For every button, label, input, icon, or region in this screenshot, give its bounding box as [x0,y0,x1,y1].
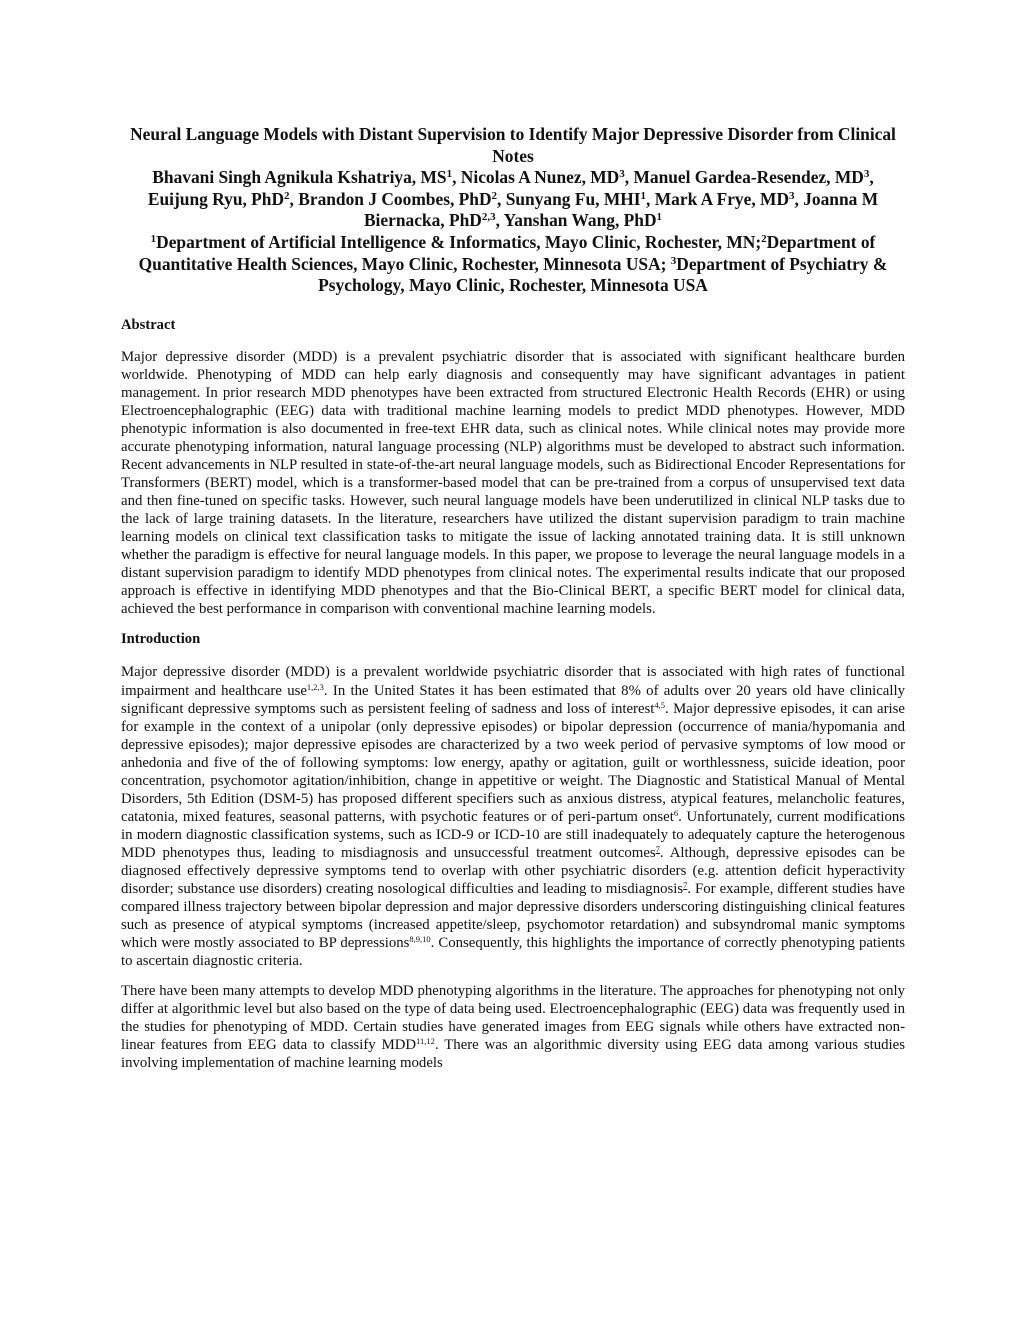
abstract-heading: Abstract [121,316,176,333]
author-affiliation-mark: 3 [619,168,625,181]
author-affiliation-mark: 3 [789,189,795,202]
paper-title: Neural Language Models with Distant Supervision to Identify Major Depressive Disorder from Clinical Notes [130,124,896,166]
paper-page [121,124,905,1072]
affiliation-number: 3 [670,254,677,267]
citation-mark: 11,12 [416,1036,435,1047]
introduction-paragraph-1 [121,663,905,970]
body-text: . There was an algorithmic diversity using EEG data among various studies involving implementation of machine learning models [121,1037,905,1072]
author-affiliation-mark: 2,3 [481,211,496,224]
citation-link[interactable]: 7 [655,843,660,854]
author-name: Euijung Ryu, PhD [147,188,285,209]
paper-header [121,124,905,297]
author-name: Brandon J Coombes, PhD [298,188,492,209]
affiliation-number: 2 [761,232,767,245]
body-text: . In the United States it has been estimated that 8% of adults over 20 years old have clinically significant depressive symptoms such as persistent feeling of sadness and loss of interest [121,682,905,717]
affiliation-text: Department of Artificial Intelligence & Informatics, Mayo Clinic, Rochester, MN; [156,231,762,252]
introduction-paragraph-2 [121,982,905,1072]
body-text: There have been many attempts to develop MDD phenotyping algorithms in the literature. The approaches for phenotyping not only differ at algorithmic level but also based on the type of data being used. Electroencephalographic (EEG) data was frequently used in the studies for phenotyping of MDD. Certain studies have generated images from EEG signals while others have extracted non-linear features from EEG data to classify MDD [121,983,905,1054]
author-name: Manuel Gardea-Resendez, MD [633,167,864,188]
body-text: . Although, depressive episodes can be diagnosed effectively depressive symptoms tend to overlap with other psychiatric disorders (e.g. attention deficit hyperactivity disorder; substance use disorders) creating nosological difficulties and leading to misdiagnosis [121,844,906,898]
body-text: . For example, different studies have compared illness trajectory between bipolar depression and major depressive disorders underscoring distinguishing clinical features such as presence of atypical symptoms (increased appetite/sleep, psychomotor retardation) and subsyndromal manic symptoms which were mostly associated to BP depressions [121,881,905,952]
affiliation-text: Department of Quantitative Health Sciences, Mayo Clinic, Rochester, Minnesota USA; [138,231,876,274]
author-name: Joanna M Biernacka, PhD [363,188,879,231]
author-affiliation-mark: 1 [656,211,663,224]
body-text: Major depressive disorder (MDD) is a prevalent worldwide psychiatric disorder that is associated with high rates of functional impairment and healthcare use [121,664,905,699]
body-text: . Consequently, this highlights the importance of correctly phenotyping patients to ascertain diagnostic criteria. [121,935,905,970]
abstract-paragraph: Major depressive disorder (MDD) is a prevalent psychiatric disorder that is associated with significant healthcare burden worldwide. Phenotyping of MDD can help early diagnosis and consequently may have significant advantages in patient management. In prior research MDD phenotypes have been extracted from structured Electronic Health Records (EHR) or using Electroencephalographic (EEG) data with traditional machine learning models to predict MDD phenotypes. However, MDD phenotypic information is also documented in free-text EHR data, such as clinical notes. While clinical notes may provide more accurate phenotyping information, natural language processing (NLP) algorithms must be developed to abstract such information. Recent advancements in NLP resulted in state-of-the-art neural language models, such as Bidirectional Encoder Representations for Transformers (BERT) model, which is a transformer-based model that can be pre-trained from a corpus of unsupervised text data and then fine-tuned on specific tasks. However, such neural language models have been underutilized in clinical NLP tasks due to the lack of large training datasets. In the literature, researchers have utilized the distant supervision paradigm to train machine learning models on clinical text classification tasks to mitigate the issue of lacking annotated training data. It is still unknown whether the paradigm is effective for neural language models. In this paper, we propose to leverage the neural language models in a distant supervision paradigm to identify MDD phenotypes from clinical notes. The experimental results indicate that our proposed approach is effective in identifying MDD phenotypes and that the Bio-Clinical BERT, a specific BERT model for clinical data, achieved the best performance in comparison with conventional machine learning models. [121,348,905,618]
citation-mark: 1,2,3 [306,681,324,692]
citation-link[interactable]: 7 [683,880,688,891]
introduction-heading: Introduction [121,631,201,648]
body-text: . Major depressive episodes, it can arise for example in the context of a unipolar (only depressive episodes) or bipolar depression (occurrence of mania/hypomania and depressive episodes); major depressive episodes are characterized by a two week period of pervasive symptoms of low mood or anhedonia and five of the of following symptoms: low energy, apathy or agitation, guilt or worthlessness, suicide ideation, poor concentration, psychomotor agitation/inhibition, change in appetitive or weight. The Diagnostic and Statistical Manual of Mental Disorders, 5th Edition (DSM-5) has proposed different specifiers such as anxious distress, atypical features, melancholic features, catatonia, mixed features, seasonal patterns, with psychotic features or of peri-partum onset [121,700,905,825]
affiliation-number: 1 [150,232,157,245]
author-name: Yanshan Wang, PhD [503,210,657,231]
author-list: Bhavani Singh Agnikula Kshatriya, $MS^1$, Nicolas A Nunez, $MD^3$, Manuel Gardea-Resendez, $MD^3$, Euijung Ryu, PhD$^2$, Brandon J Coombes, PhD$^2$, Sunyang Fu, MHI$^1$, Mark A Frye, $MD^3$, Joanna M Biernacka, PhD$^{2,3}$, Yanshan Wang, PhD$^1$ [147,167,879,231]
body-text: . Unfortunately, current modifications in modern diagnostic classification systems, such as ICD-9 or ICD-10 are still inadequately to adequately capture the heterogenous MDD phenotypes thus, leading to misdiagnosis and unsuccessful treatment outcomes [121,808,905,861]
author-name: Bhavani Singh Agnikula Kshatriya, MS [152,167,447,188]
citation-mark: 6 [673,807,679,818]
citation-mark: 8,9,10 [409,934,431,945]
author-affiliation-mark: 2 [284,189,290,202]
citation-mark: 4,5 [654,699,666,710]
author-affiliation-mark: 3 [863,168,870,181]
author-affiliation-mark: 1 [446,168,453,181]
author-affiliation-mark: 2 [491,189,498,202]
author-name: Sunyang Fu, MHI [505,188,641,209]
author-name: Mark A Frye, MD [654,188,790,209]
author-affiliation-mark: 1 [640,189,647,202]
author-name: Nicolas A Nunez, MD [460,167,620,188]
affiliation-text: Department of Psychiatry & Psychology, Mayo Clinic, Rochester, Minnesota USA [318,253,888,296]
affiliation-list [121,232,905,297]
